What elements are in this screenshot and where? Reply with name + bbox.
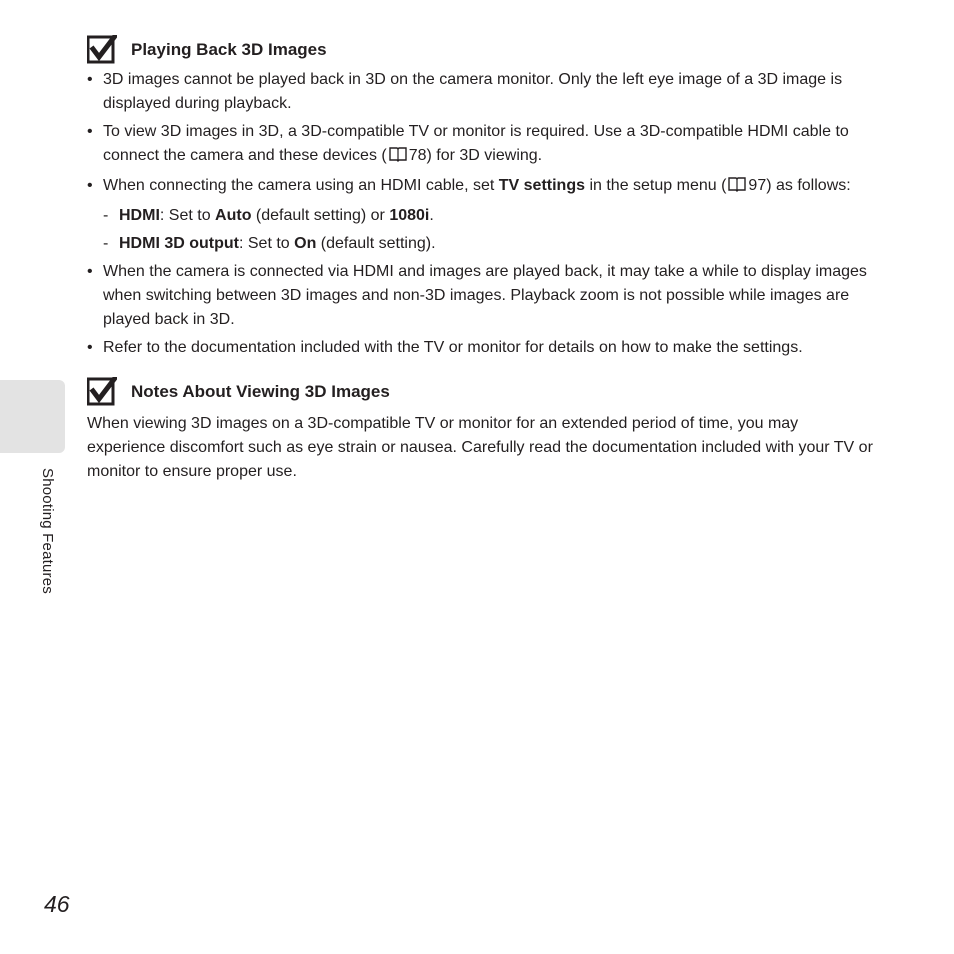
page-reference-icon: [389, 146, 407, 170]
section-heading-viewing: [87, 374, 877, 410]
sub-list: [103, 204, 877, 256]
list-item: • 3D images cannot be played back in 3D on the camera monitor. Only the left eye image of a 3D image is displayed during playback.: [87, 68, 877, 116]
list-item: • To view 3D images in 3D, a 3D-compatible TV or monitor is required. Use a 3D-compatible HDMI cable to connect the camera and these devices ( 78) for 3D viewing.: [87, 120, 877, 170]
section-viewing-notes: [87, 374, 877, 484]
list-item: • When the camera is connected via HDMI and images are played back, it may take a while to display images when switching between 3D images and non-3D images. Playback zoom is not possible while images are played back in 3D.: [87, 260, 877, 332]
section-title: Playing Back 3D Images: [131, 40, 327, 59]
bullet-list: [87, 68, 877, 360]
menu-name: TV settings: [498, 177, 585, 194]
page-number: 46: [44, 891, 70, 917]
page-reference[interactable]: 97: [748, 177, 767, 194]
page-reference[interactable]: 78: [408, 147, 427, 164]
list-item: • When connecting the camera using an HDMI cable, set TV settings in the setup menu ( 97) as follows: - HDMI: Set to Auto (default setting) or 1080i. - HDMI 3D output: Set to On (default setting).: [87, 174, 877, 256]
section-title: Notes About Viewing 3D Images: [131, 382, 390, 401]
page-reference-icon: [728, 176, 746, 200]
page-content: [87, 32, 877, 484]
sub-list-item: - HDMI: Set to Auto (default setting) or 1080i.: [103, 207, 434, 224]
checkmark-note-icon: [87, 377, 117, 407]
list-item: • Refer to the documentation included with the TV or monitor for details on how to make the settings.: [87, 336, 877, 360]
body-paragraph: When viewing 3D images on a 3D-compatible TV or monitor for an extended period of time, you may experience discomfort such as eye strain or nausea. Carefully read the documentation included with your TV or monitor to ensure proper use.: [87, 415, 873, 480]
section-heading-playback: [87, 32, 877, 68]
chapter-tab: [0, 380, 65, 453]
checkmark-note-icon: [87, 35, 117, 65]
sub-list-item: - HDMI 3D output: Set to On (default setting).: [103, 235, 436, 252]
chapter-label: Shooting Features: [39, 468, 56, 594]
